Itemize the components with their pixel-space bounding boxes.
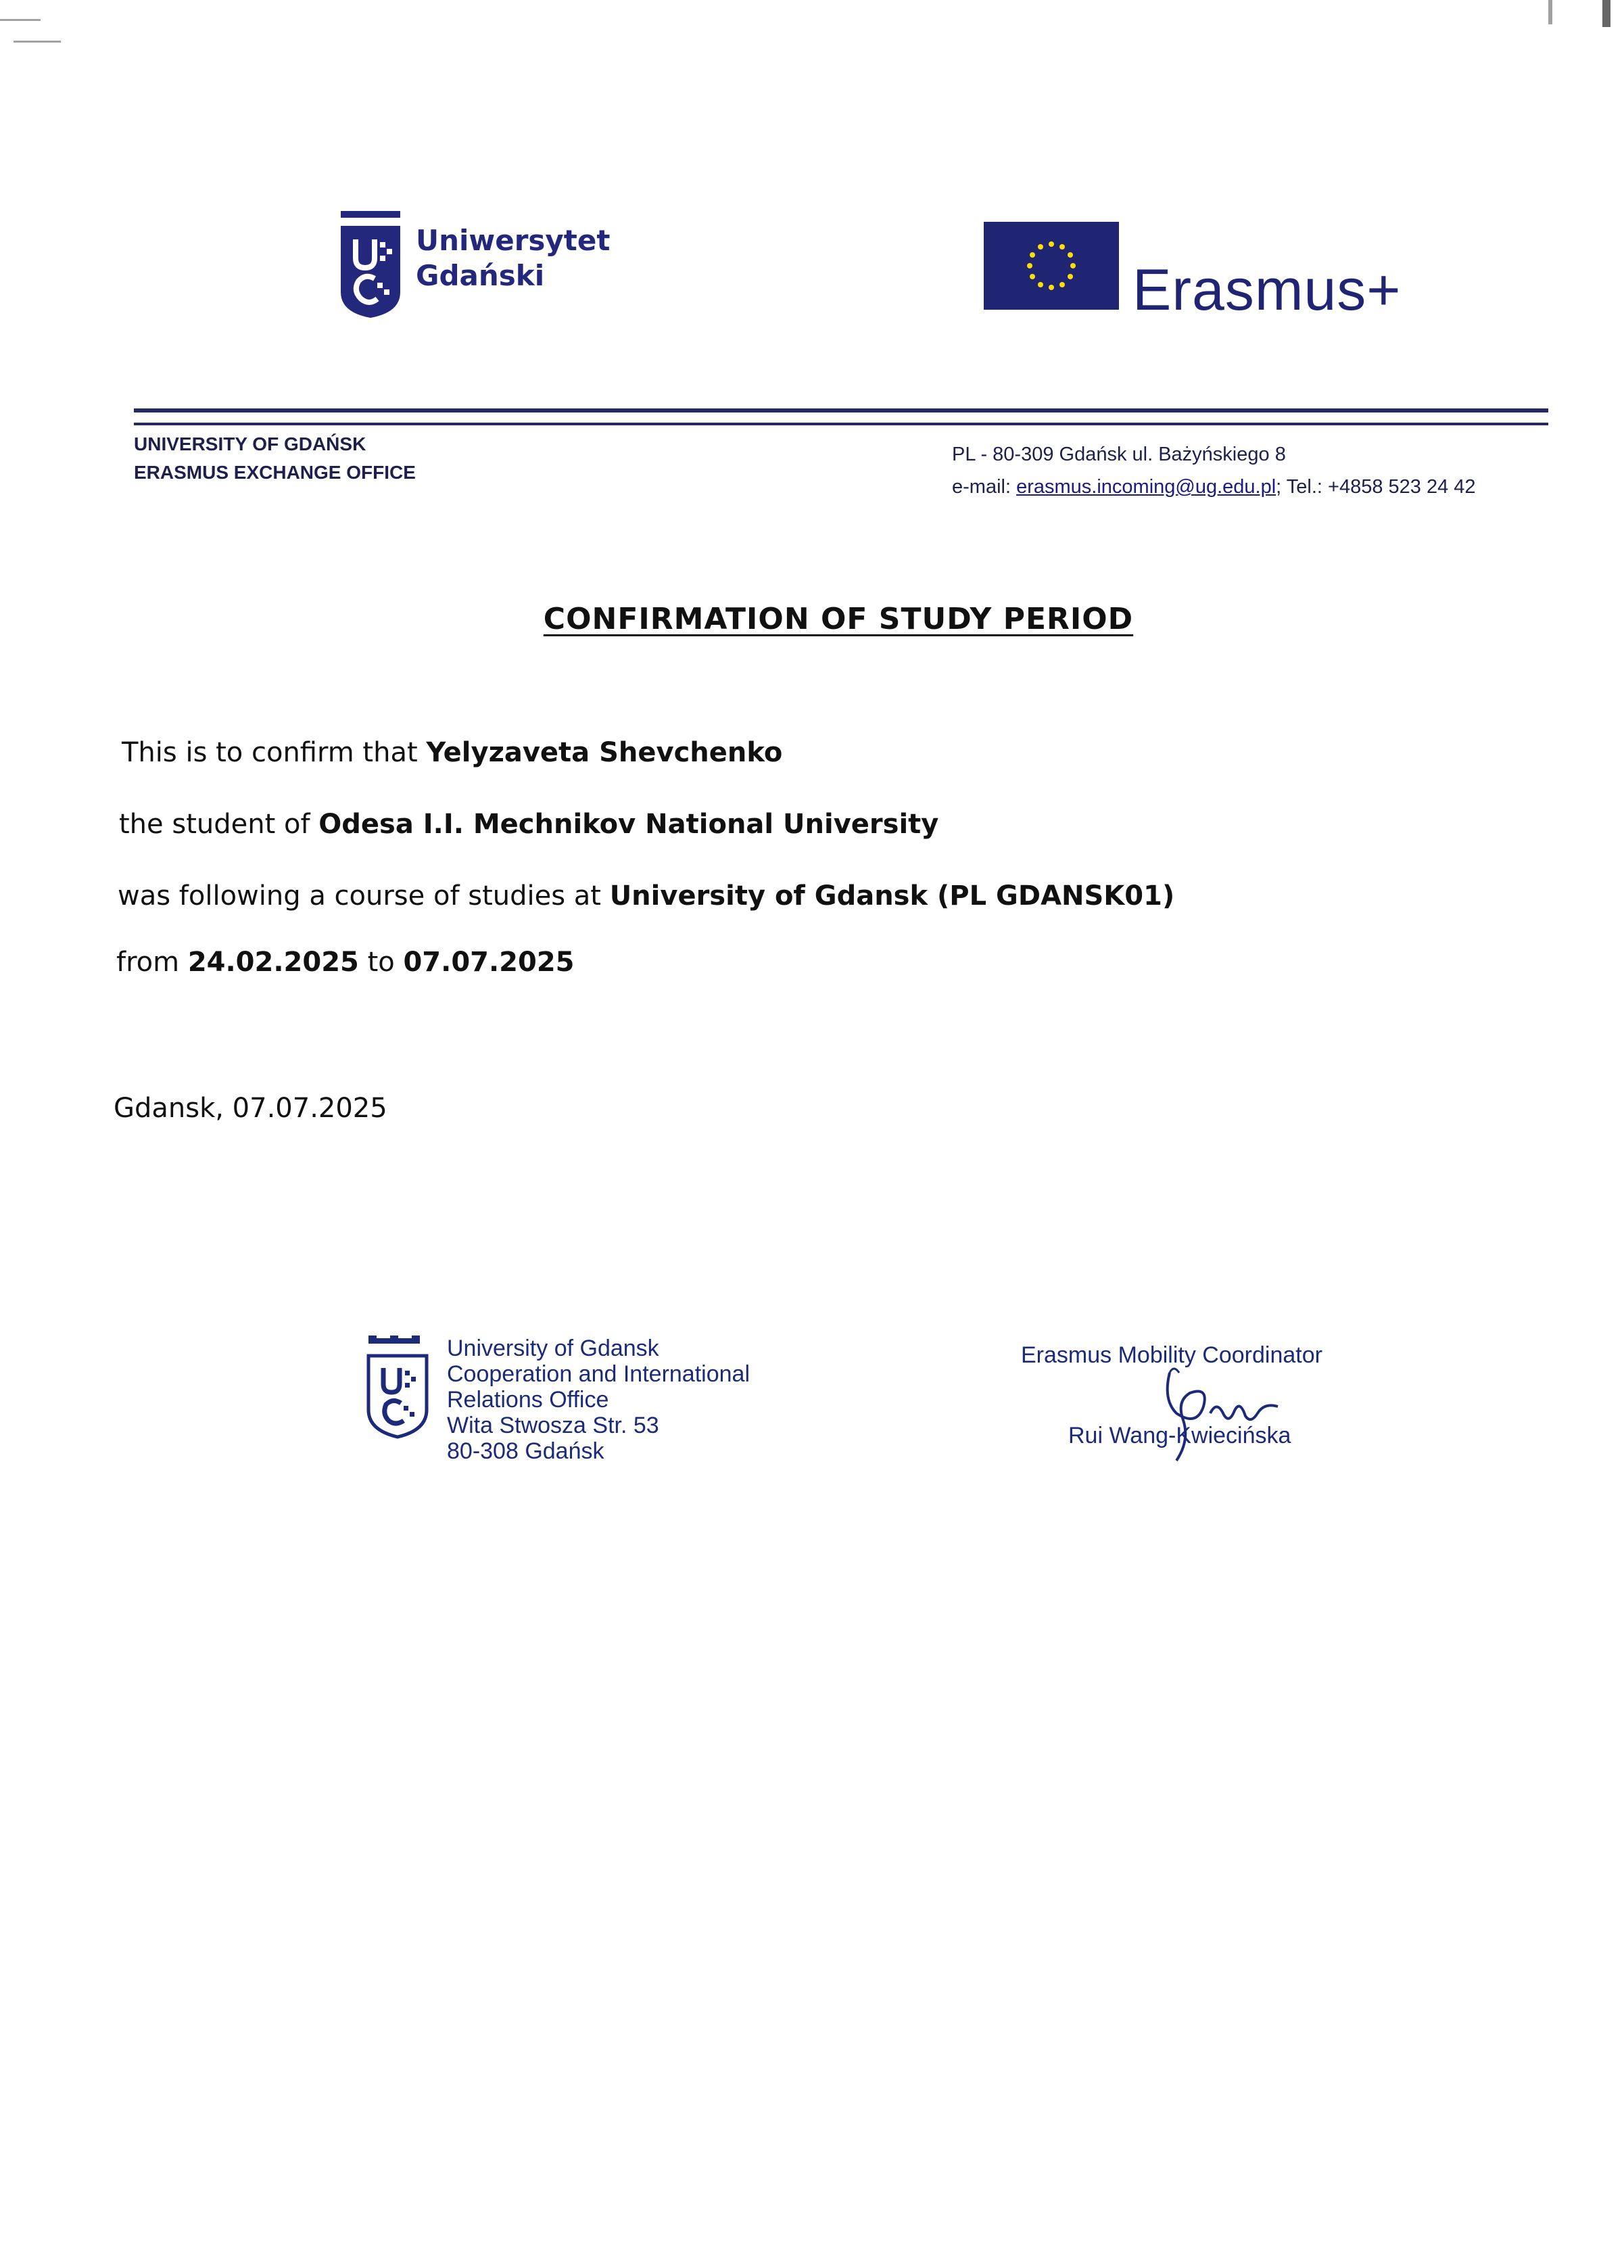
erasmus-logo — [984, 222, 1430, 323]
host-university-line — [118, 880, 1174, 912]
header-divider — [134, 408, 1548, 412]
erasmus-plus-wordmark: Erasmus+ — [1132, 258, 1402, 323]
stamp-line: Relations Office — [447, 1387, 609, 1413]
scan-artifact — [14, 41, 61, 43]
document-title-text: CONFIRMATION OF STUDY PERIOD — [543, 602, 1134, 636]
university-logo — [338, 211, 622, 319]
office-stamp — [362, 1336, 835, 1471]
line-text: from — [116, 947, 188, 978]
student-name: Yelyzaveta Shevchenko — [426, 737, 783, 768]
office-line: UNIVERSITY OF GDAŃSK — [134, 433, 366, 454]
university-logo-text: Uniwersytet Gdański — [416, 224, 611, 292]
stamp-line: Cooperation and International — [447, 1361, 750, 1387]
document-title — [0, 602, 1624, 636]
email-label: e-mail: — [952, 476, 1017, 498]
office-address — [952, 438, 1476, 503]
stamp-line: 80-308 Gdańsk — [447, 1438, 604, 1464]
signatory-name: Rui Wang-Kwiecińska — [1068, 1423, 1291, 1448]
stamp-line: University of Gdansk — [447, 1336, 659, 1361]
confirmation-line — [122, 737, 782, 768]
line-text: to — [358, 947, 404, 978]
stamp-line: Wita Stwosza Str. 53 — [447, 1413, 659, 1438]
address-line: PL - 80-309 Gdańsk ul. Bażyńskiego 8 — [952, 444, 1286, 465]
line-text: was following a course of studies at — [118, 880, 610, 912]
signatory-role: Erasmus Mobility Coordinator — [1021, 1342, 1322, 1368]
office-line: ERASMUS EXCHANGE OFFICE — [134, 462, 416, 483]
contact-line — [952, 471, 1476, 503]
place-date: Gdansk, 07.07.2025 — [114, 1093, 387, 1124]
stamp-crest-icon — [362, 1336, 436, 1457]
host-university: University of Gdansk (PL GDANSK01) — [609, 880, 1175, 912]
home-university: Odesa I.I. Mechnikov National University — [318, 809, 939, 840]
scan-artifact — [1548, 0, 1552, 24]
date-to: 07.07.2025 — [403, 947, 575, 978]
study-period-line — [116, 947, 575, 978]
scan-artifact — [1602, 0, 1610, 27]
scan-artifact — [0, 19, 41, 21]
email-link[interactable]: erasmus.incoming@ug.edu.pl — [1016, 476, 1276, 498]
header-divider — [134, 423, 1548, 425]
line-text: This is to confirm that — [122, 737, 427, 768]
handwritten-signature — [1149, 1359, 1312, 1467]
stamp-text — [447, 1336, 750, 1464]
university-crest-icon — [338, 211, 403, 319]
phone-number: ; Tel.: +4858 523 24 42 — [1276, 476, 1476, 498]
line-text: the student of — [119, 809, 319, 840]
eu-flag-icon — [984, 222, 1119, 310]
date-from: 24.02.2025 — [187, 947, 359, 978]
home-university-line — [119, 809, 938, 840]
office-name — [134, 430, 416, 487]
